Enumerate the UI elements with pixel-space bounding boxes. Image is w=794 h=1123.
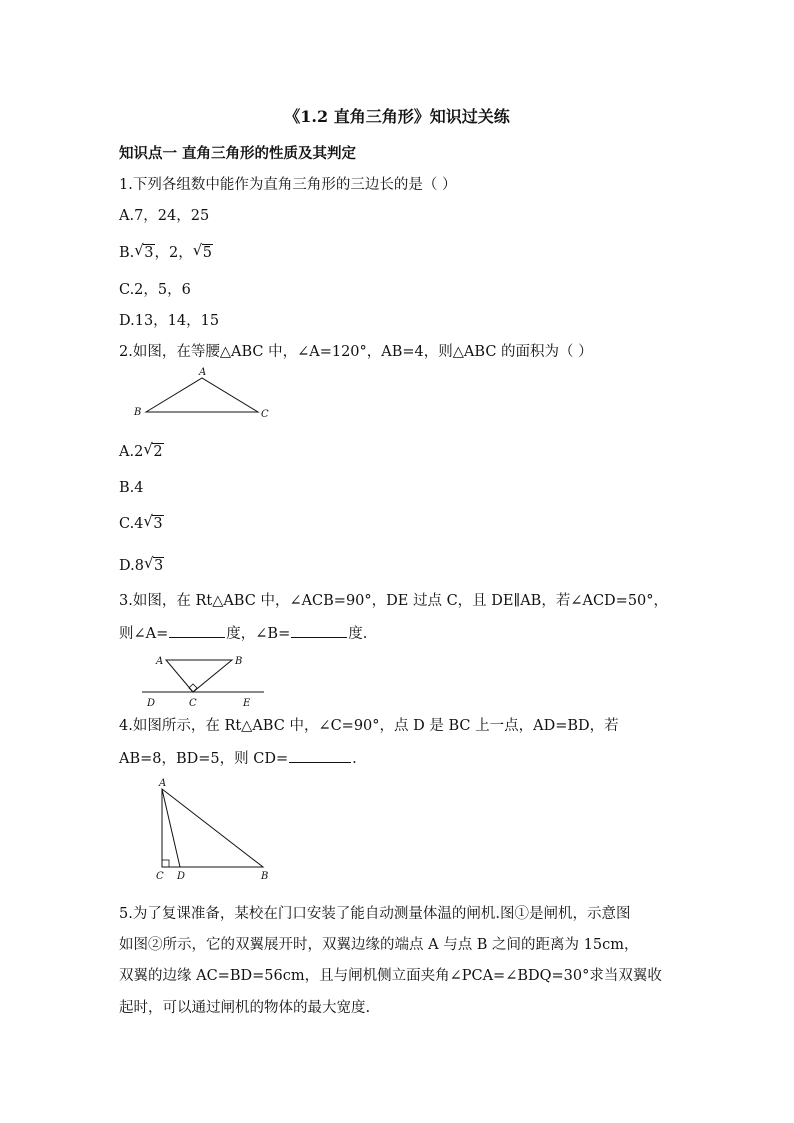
label-b: B — [261, 871, 269, 882]
worksheet-title: 《1.2 直角三角形》知识过关练 — [284, 107, 510, 126]
q1-option-a: A.7，24，25 — [119, 208, 210, 224]
q2-option-a: A.2 √ 2 — [119, 440, 163, 460]
q1-option-c: C.2，5，6 — [119, 282, 191, 298]
label-e: E — [243, 698, 251, 709]
q3-line-2: 则∠A= 度，∠B= 度. — [119, 623, 367, 644]
triangle-abc — [146, 378, 258, 412]
q4-line-2: AB=8，BD=5，则 CD= . — [119, 748, 357, 769]
answer-blank-cd[interactable] — [289, 748, 351, 763]
label-a: A — [156, 656, 164, 667]
sqrt-symbol: √ 3 — [143, 512, 163, 532]
label-c: C — [261, 409, 269, 420]
label-b: B — [134, 407, 142, 418]
label-c: C — [156, 871, 164, 882]
sqrt-symbol: √ 3 — [134, 241, 154, 261]
q2-option-d: D.8 √ 3 — [119, 554, 164, 574]
label-d: D — [147, 698, 156, 709]
q2-option-c: C.4 √ 3 — [119, 512, 163, 532]
label-d: D — [177, 871, 186, 882]
q2-triangle-figure — [130, 366, 280, 421]
label-a: A — [159, 778, 167, 789]
sqrt-symbol: √ 3 — [143, 554, 164, 574]
q1-stem: 1.下列各组数中能作为直角三角形的三边长的是（ ） — [119, 177, 457, 193]
q3-line-1: 3.如图，在 Rt△ABC 中，∠ACB=90°，DE 过点 C，且 DE∥AB，若∠ACD=50°， — [119, 593, 669, 609]
q2-option-b: B.4 — [119, 480, 144, 496]
q1-option-b: B. √ 3，2， √ 5 — [119, 241, 212, 261]
sqrt-symbol: √ 2 — [143, 440, 163, 460]
label-b: B — [235, 656, 243, 667]
q3-figure — [140, 650, 270, 710]
sqrt-symbol: √ 5 — [192, 241, 212, 261]
section-heading: 知识点一 直角三角形的性质及其判定 — [119, 145, 357, 162]
triangle-abc — [166, 660, 232, 692]
label-a: A — [199, 367, 207, 378]
q5-line-3: 双翼的边缘 AC=BD=56cm，且与闸机侧立面夹角∠PCA=∠BDQ=30°求当双翼收 — [119, 968, 662, 984]
answer-blank-a[interactable] — [169, 623, 225, 638]
right-angle-mark — [162, 860, 169, 867]
q4-line-1: 4.如图所示，在 Rt△ABC 中，∠C=90°，点 D 是 BC 上一点，AD=BD，若 — [119, 718, 619, 734]
answer-blank-b[interactable] — [291, 623, 347, 638]
q1-option-d: D.13，14，15 — [119, 313, 220, 329]
q5-line-1: 5.为了复课准备，某校在门口安装了能自动测量体温的闸机.图①是闸机，示意图 — [119, 906, 631, 922]
q2-stem: 2.如图，在等腰△ABC 中，∠A=120°，AB=4，则△ABC 的面积为（ ） — [119, 344, 593, 360]
q5-line-2: 如图②所示，它的双翼展开时，双翼边缘的端点 A 与点 B 之间的距离为 15cm， — [119, 937, 639, 953]
label-c: C — [189, 698, 197, 709]
q4-figure — [150, 776, 280, 881]
q5-line-4: 起时，可以通过闸机的物体的最大宽度. — [119, 1000, 371, 1016]
